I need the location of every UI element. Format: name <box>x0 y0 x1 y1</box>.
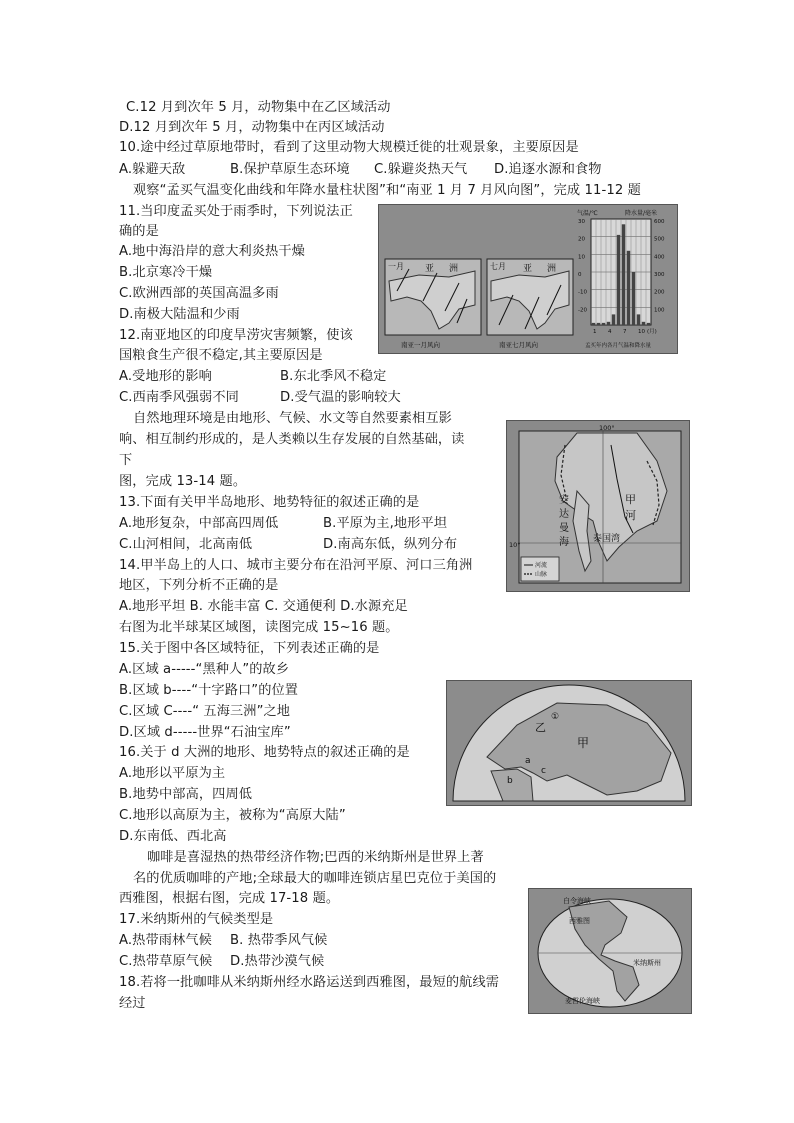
q10-option-d: D.追逐水源和食物 <box>494 162 602 177</box>
q16-option-b: B.地势中部高，四周低 <box>119 787 253 802</box>
precip-tick: 500 <box>654 236 665 243</box>
yi-label: 乙 <box>535 721 546 734</box>
precip-tick: 100 <box>654 307 665 314</box>
q15-option-b: B.区域 b----“十字路口”的位置 <box>119 683 299 698</box>
precip-tick: 200 <box>654 289 665 296</box>
q14-stem-1: 14.甲半岛上的人口、城市主要分布在沿河平原、河口三角洲 <box>119 558 473 573</box>
q13-option-c: C.山河相间，北高南低 <box>119 537 253 552</box>
andaman-label-1: 安 <box>559 495 569 506</box>
q9-option-d: D.12 月到次年 5 月，动物集中在丙区域活动 <box>119 120 385 135</box>
q12-option-c: C.西南季风强弱不同 <box>119 390 239 405</box>
q9-option-c: C.12 月到次年 5 月，动物集中在乙区域活动 <box>126 100 391 115</box>
precip-bar <box>642 322 645 325</box>
asia-label-left: 亚 <box>425 264 435 274</box>
q13-option-a: A.地形复杂，中部高四周低 <box>119 516 279 531</box>
q13-option-d: D.南高东低，纵列分布 <box>323 537 458 552</box>
thai-bay-label: 泰国湾 <box>593 534 621 544</box>
instruction-17-18-3: 西雅图，根据右图，完成 17-18 题。 <box>119 891 340 906</box>
precip-bar <box>632 272 635 325</box>
q16-option-a: A.地形以平原为主 <box>119 766 226 781</box>
precip-bar <box>617 235 620 325</box>
temp-tick: 30 <box>578 219 585 225</box>
q11-option-a: A.地中海沿岸的意大利炎热干燥 <box>119 244 305 259</box>
precip-bar <box>612 314 615 325</box>
andaman-label-4: 海 <box>559 537 569 548</box>
q14-stem-2: 地区，下列分析不正确的是 <box>119 578 279 593</box>
q17-option-c: C.热带草原气候 <box>119 954 213 969</box>
q15-option-d: D.区域 d-----世界“石油宝库” <box>119 725 291 740</box>
minas-label: 米纳斯州 <box>633 959 661 967</box>
q12-stem-1: 12.南亚地区的印度旱涝灾害频繁，使该 <box>119 328 353 343</box>
instruction-13-14-3: 下 <box>119 453 133 468</box>
january-wind-map <box>385 259 481 349</box>
andaman-label-3: 曼 <box>559 523 569 534</box>
seattle-label: 西雅图 <box>569 917 590 925</box>
precip-bar <box>637 314 640 325</box>
q17-option-d: D.热带沙漠气候 <box>230 954 325 969</box>
month-tick: 1 <box>593 329 597 335</box>
q17-stem: 17.米纳斯州的气候类型是 <box>119 912 274 927</box>
americas-map-figure <box>528 888 692 1014</box>
bottom-label: 麦哲伦海峡 <box>565 997 600 1005</box>
asia-label-right: 亚 <box>523 264 533 274</box>
q16-option-c: C.地形以高原为主，被称为“高原大陆” <box>119 808 346 823</box>
q13-stem: 13.下面有关甲半岛地形、地势特征的叙述正确的是 <box>119 495 420 510</box>
month-tick: 4 <box>608 329 612 335</box>
q16-stem: 16.关于 d 大洲的地形、地势特点的叙述正确的是 <box>119 745 410 760</box>
legend-river: 河流 <box>535 562 548 569</box>
q12-option-a: A.受地形的影响 <box>119 369 212 384</box>
q12-option-b: B.东北季风不稳定 <box>280 369 387 384</box>
precip-bar <box>622 224 625 325</box>
q15-stem: 15.关于图中各区域特征，下列表述正确的是 <box>119 641 380 656</box>
one-label: ① <box>551 712 560 722</box>
instruction-13-14-1: 自然地理环境是由地形、气候、水文等自然要素相互影 <box>133 411 452 426</box>
month-tick: 7 <box>623 329 627 335</box>
b-label: b <box>507 776 513 786</box>
q17-option-b: B. 热带季风气候 <box>230 933 328 948</box>
temp-tick: 10 <box>578 254 585 261</box>
q12-option-d: D.受气温的影响较大 <box>280 390 401 405</box>
legend-mountain: 山脉 <box>535 571 548 578</box>
continent-label-left: 洲 <box>449 264 459 274</box>
q10-stem: 10.途中经过草原地带时，看到了这里动物大规模迁徙的壮观景象，主要原因是 <box>119 140 579 155</box>
temp-axis-label: 气温/℃ <box>577 210 598 217</box>
q18-stem-2: 经过 <box>119 996 146 1011</box>
precip-axis-label: 降水量/毫米 <box>625 210 658 217</box>
q15-option-a: A.区域 a-----“黑种人”的故乡 <box>119 662 290 677</box>
precip-bar <box>607 322 610 325</box>
q10-option-c: C.躲避炎热天气 <box>374 162 468 177</box>
instruction-13-14-4: 图，完成 13-14 题。 <box>119 474 247 489</box>
precip-bar <box>597 323 600 325</box>
q18-stem-1: 18.若将一批咖啡从米纳斯州经水路运送到西雅图，最短的航线需 <box>119 975 500 990</box>
precip-tick: 400 <box>654 254 665 261</box>
precip-bar <box>592 323 595 325</box>
q10-option-b: B.保护草原生态环境 <box>230 162 350 177</box>
top-label: 白令海峡 <box>563 897 591 905</box>
q11-option-d: D.南极大陆温和少雨 <box>119 307 240 322</box>
month-tick: 10 <box>638 329 645 335</box>
precip-bar <box>602 323 605 325</box>
q15-option-c: C.区域 C----“ 五海三洲”之地 <box>119 704 291 719</box>
q11-stem-2: 确的是 <box>119 224 159 239</box>
c-label: c <box>541 766 546 776</box>
jia-label: 甲 <box>577 736 590 750</box>
q13-option-b: B.平原为主,地形平坦 <box>323 516 448 531</box>
temp-tick: 20 <box>578 236 585 243</box>
january-caption: 南亚一月风向 <box>401 341 440 349</box>
precip-bar <box>627 251 630 325</box>
q16-option-d: D.东南低、西北高 <box>119 829 227 844</box>
instruction-17-18-2: 名的优质咖啡的产地;全球最大的咖啡连锁店星巴克位于美国的 <box>133 871 497 886</box>
jia-label: 甲 <box>625 493 636 506</box>
south-asia-figure <box>378 204 678 354</box>
temp-tick: -10 <box>578 289 587 296</box>
july-wind-map <box>487 259 573 349</box>
continent-label-right: 洲 <box>547 264 557 274</box>
he-label: 河 <box>625 509 636 522</box>
indochina-map-figure <box>506 420 690 592</box>
q12-stem-2: 国粮食生产很不稳定,其主要原因是 <box>119 348 323 363</box>
july-label: 七月 <box>490 262 506 271</box>
q11-option-c: C.欧洲西部的英国高温多雨 <box>119 286 279 301</box>
q14-options: A.地形平坦 B. 水能丰富 C. 交通便利 D.水源充足 <box>119 599 408 614</box>
january-label: 一月 <box>388 262 404 271</box>
temp-tick: 0 <box>578 272 582 278</box>
q10-option-a: A.躲避天敌 <box>119 162 186 177</box>
instruction-17-18-1: 咖啡是喜湿热的热带经济作物;巴西的米纳斯州是世界上著 <box>147 850 484 865</box>
precip-tick: 600 <box>654 219 665 225</box>
july-caption: 南亚七月风向 <box>499 341 538 349</box>
q17-option-a: A.热带雨林气候 <box>119 933 212 948</box>
month-tick: (月) <box>647 329 657 335</box>
precip-bar <box>647 323 650 325</box>
lon-label: 100° <box>599 424 615 432</box>
lat-label: 10° <box>509 541 521 549</box>
q11-stem-1: 11.当印度孟买处于雨季时，下列说法正 <box>119 204 353 219</box>
q11-option-b: B.北京寒冷干燥 <box>119 265 213 280</box>
chart-caption: 孟买年内各月气温和降水量 <box>585 343 652 349</box>
a-label: a <box>525 756 531 766</box>
temp-tick: -20 <box>578 307 587 314</box>
eurasia-map-figure <box>446 680 692 806</box>
andaman-label-2: 达 <box>559 509 569 520</box>
instruction-13-14-2: 响、相互制约形成的，是人类赖以生存发展的自然基础，读 <box>119 432 465 447</box>
instruction-15-16: 右图为北半球某区域图，读图完成 15~16 题。 <box>119 620 399 635</box>
instruction-11-12: 观察“孟买气温变化曲线和年降水量柱状图”和“南亚 1 月 7 月风向图”，完成 11-12 题 <box>133 183 641 198</box>
precip-tick: 300 <box>654 272 665 278</box>
